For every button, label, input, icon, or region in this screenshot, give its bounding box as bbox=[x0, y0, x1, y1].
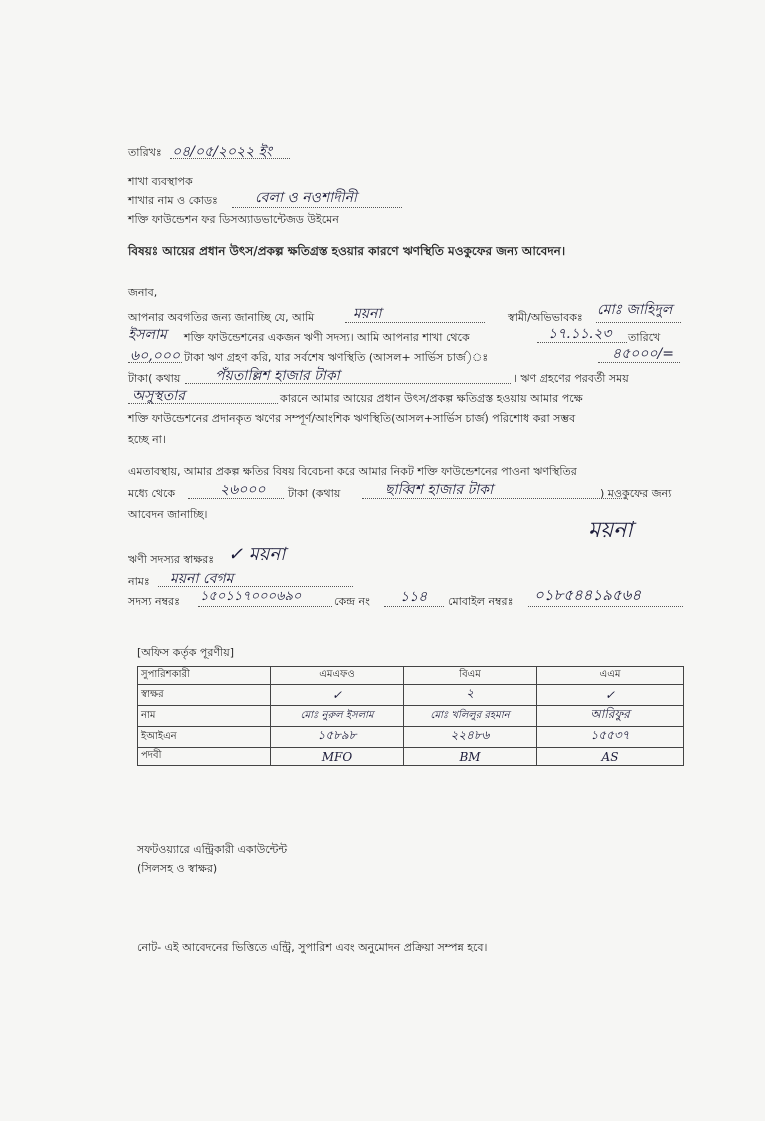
balance-amount: ৪৫০০০/= bbox=[612, 346, 674, 362]
table-cell: মোঃ নুরুল ইসলাম bbox=[271, 706, 404, 727]
table-cell: মোঃ খলিলুর রহমান bbox=[404, 706, 537, 727]
member-number-label: সদস্য নম্বরঃ bbox=[128, 595, 180, 608]
table-cell: ২২৪৮৬ bbox=[404, 727, 537, 748]
table-header-row bbox=[138, 667, 684, 685]
para1-text-2: স্বামী/অভিভাবকঃ bbox=[508, 311, 583, 324]
table-cell: ✓ bbox=[271, 685, 404, 706]
mobile-value: ০১৮৫৪৪১৯৫৬৪ bbox=[534, 586, 642, 604]
table-header-cell: এএম bbox=[537, 667, 684, 685]
table-cell: MFO bbox=[271, 748, 404, 766]
waiver-words: ছাব্বিশ হাজার টাকা bbox=[385, 482, 494, 498]
table-header-cell: এমএফও bbox=[271, 667, 404, 685]
table-cell: AS bbox=[537, 748, 684, 766]
subject: বিষয়ঃ আয়ের প্রধান উৎস/প্রকল্প ক্ষতিগ্রস্ত হওয়ার কারণে ঋণস্থিতি মওকুফের জন্য আবেদন। bbox=[128, 244, 566, 258]
para1-text-5: টাকা ঋণ গ্রহণ করি, যার সর্বশেষ ঋণস্থিতি (আসল+ সার্ভিস চার্জ)ঃ bbox=[184, 351, 489, 364]
guardian-name-cont: ইসলাম bbox=[128, 327, 167, 343]
office-use-label: [অফিস কর্তৃক পূরণীয়] bbox=[137, 646, 234, 659]
waiver-amount: ২৬০০০ bbox=[220, 482, 266, 498]
accountant-title: সফটওয়্যারে এন্ট্রিকারী একাউন্টেন্ট bbox=[137, 843, 288, 856]
salutation: জনাব, bbox=[128, 286, 158, 299]
foundation-name: শক্তি ফাউন্ডেশন ফর ডিসঅ্যাডভান্টেজড উইমেন bbox=[128, 213, 339, 226]
para1-text-8: কারনে আমার আয়ের প্রধান উৎস/প্রকল্প ক্ষতিগ্রস্ত হওয়ায় আমার পক্ষে bbox=[280, 392, 583, 405]
loss-reason: অসুস্থতার bbox=[132, 388, 185, 404]
para1-text-7: । ঋণ গ্রহণের পরবর্তী সময় bbox=[513, 372, 629, 385]
balance-words: পঁয়তাল্লিশ হাজার টাকা bbox=[215, 368, 340, 384]
loan-date: ১৭.১১.২৩ bbox=[548, 326, 612, 342]
member-name-value: ময়না বেগম bbox=[170, 571, 234, 587]
para2-text-2: মধ্যে থেকে bbox=[128, 487, 176, 500]
member-signature: ✓ ময়না bbox=[228, 544, 286, 565]
member-signature-label: ঋণী সদস্যর স্বাক্ষরঃ bbox=[128, 553, 215, 566]
accountant-seal-note: (সিলসহ ও স্বাক্ষর) bbox=[137, 862, 218, 875]
center-value: ১১৪ bbox=[400, 589, 428, 605]
para2-text-4: ) মওকুফের জন্য bbox=[600, 487, 672, 500]
branch-label: শাখার নাম ও কোডঃ bbox=[128, 194, 218, 207]
table-cell: আরিফুর bbox=[537, 706, 684, 727]
table-row-label: স্বাক্ষর bbox=[138, 685, 271, 706]
table-row-label: ইআইএন bbox=[138, 727, 271, 748]
mobile-label: মোবাইল নম্বরঃ bbox=[448, 595, 514, 608]
table-row bbox=[138, 727, 684, 748]
para2-text-5: আবেদন জানাচ্ছি। bbox=[128, 508, 208, 521]
table-header-cell: বিএম bbox=[404, 667, 537, 685]
date-value: ০৪/০৫/২০২২ ইং bbox=[172, 144, 272, 160]
para1-text-9: শক্তি ফাউন্ডেশনের প্রদানকৃত ঋণের সম্পূর্ণ/আংশিক ঋণস্থিতি(আসল+সার্ভিস চার্জ) পরিশোধ করা সম্ভব bbox=[128, 412, 576, 425]
table-cell: ✓ bbox=[537, 685, 684, 706]
applicant-side-signature: ময়না bbox=[588, 518, 633, 543]
table-header-cell: সুপারিশকারী bbox=[138, 667, 271, 685]
loan-amount: ৬০,০০০ bbox=[130, 348, 180, 364]
table-row bbox=[138, 685, 684, 706]
table-cell: ১৫৮৯৮ bbox=[271, 727, 404, 748]
table-cell: BM bbox=[404, 748, 537, 766]
table-row bbox=[138, 748, 684, 766]
para2-text-3: টাকা (কথায় bbox=[288, 487, 341, 500]
table-cell: ১৫৫৩৭ bbox=[537, 727, 684, 748]
table-row-label: পদবী bbox=[138, 748, 271, 766]
member-name-label: নামঃ bbox=[128, 575, 150, 588]
table-cell: ২ bbox=[404, 685, 537, 706]
para1-text-10: হচ্ছে না। bbox=[128, 433, 166, 446]
table-row-label: নাম bbox=[138, 706, 271, 727]
para1-text-6: টাকা( কথায় bbox=[128, 372, 181, 385]
guardian-name: মোঃ জাহিদুল bbox=[597, 302, 673, 318]
table-row bbox=[138, 706, 684, 727]
member-name-inline: ময়না bbox=[353, 306, 382, 322]
branch-value: বেলা ও নওশাদীনী bbox=[255, 190, 357, 206]
para1-text-4: তারিখে bbox=[628, 331, 661, 344]
para2-text-1: এমতাবস্থায়, আমার প্রকল্প ক্ষতির বিষয় বিবেচনা করে আমার নিকট শক্তি ফাউন্ডেশনের পাওনা ঋণস্থিতির bbox=[128, 465, 577, 478]
recipient-title: শাখা ব্যবস্থাপক bbox=[128, 175, 193, 188]
center-label: কেন্দ্র নং bbox=[334, 595, 370, 608]
member-number-value: ১৫০১১৭০০০৬৯০ bbox=[200, 589, 302, 604]
footer-note: নোট- এই আবেদনের ভিত্তিতে এন্ট্রি, সুপারিশ এবং অনুমোদন প্রক্রিয়া সম্পন্ন হবে। bbox=[137, 941, 488, 954]
para1-text-3: শক্তি ফাউন্ডেশনের একজন ঋণী সদস্য। আমি আপনার শাখা থেকে bbox=[184, 331, 470, 344]
date-label: তারিখঃ bbox=[128, 146, 162, 159]
para1-text-1: আপনার অবগতির জন্য জানাচ্ছি যে, আমি bbox=[128, 311, 315, 324]
recommendation-table bbox=[137, 666, 684, 766]
